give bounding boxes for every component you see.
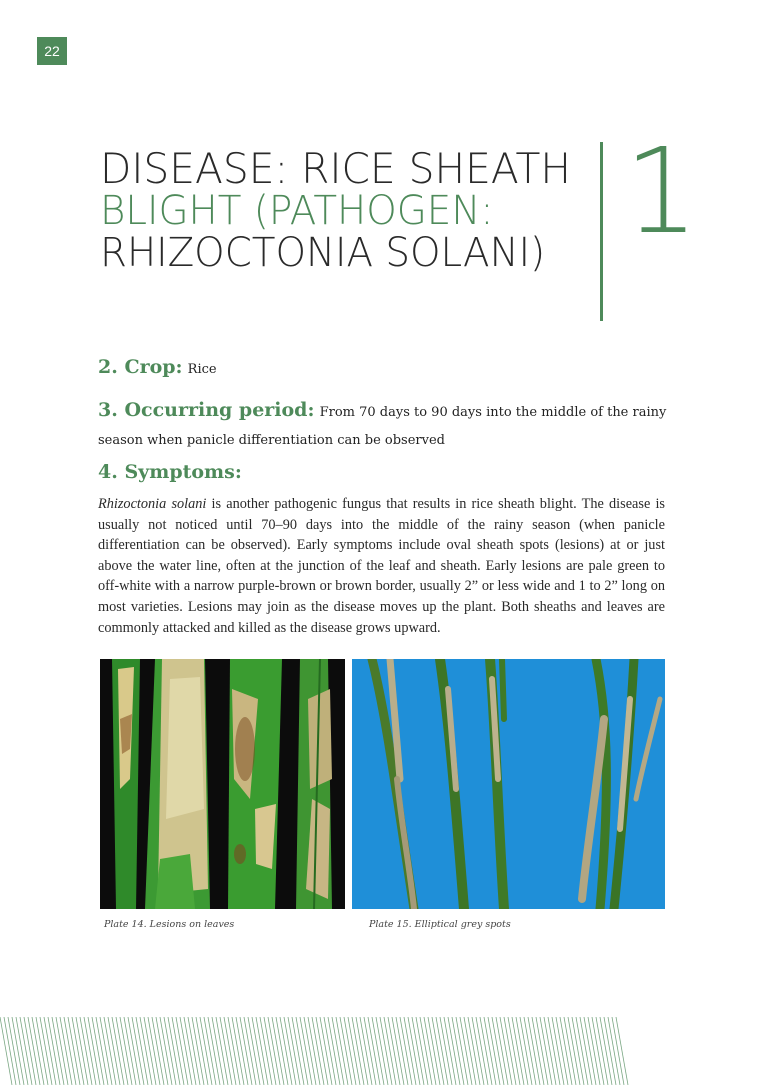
title-line-2: BLIGHT (PATHOGEN:	[100, 188, 494, 234]
plate-14-photo	[100, 659, 345, 909]
plate-15-photo	[352, 659, 665, 909]
crop-value: Rice	[187, 362, 217, 377]
title-line-1: DISEASE: RICE SHEATH	[100, 144, 572, 193]
period-section	[98, 397, 668, 454]
crop-section	[98, 356, 668, 378]
elliptical-grey-spots-image	[352, 659, 665, 909]
crop-heading: 2. Crop:	[98, 356, 183, 378]
species-name: Rhizoctonia solani	[98, 496, 207, 512]
plate-15-caption: Plate 15. Elliptical grey spots	[369, 919, 511, 930]
period-value: From 70 days to 90 days into the middle of the rainy season when panicle differentiation can be observed	[98, 405, 667, 448]
plate-14-caption: Plate 14. Lesions on leaves	[104, 919, 235, 930]
symptoms-body: is another pathogenic fungus that results in rice sheath blight. The disease is usually not noticed until 70–90 days into the middle of the rainy season (when panicle differentiation can be observed). Early symptoms include oval sheath spots (lesions) at or just above the water line, often at the junction of the leaf and sheath. Early lesions are pale green to off-white with a narrow purple-brown or brown border, usually 2” or less wide and 1 to 2” long on most varieties. Lesions may join as the disease moves up the plant. Both sheaths and leaves are commonly attacked and killed as the disease grows upward.	[98, 496, 665, 636]
chapter-number: 1	[624, 122, 700, 260]
symptoms-heading: 4. Symptoms:	[98, 461, 242, 483]
title-divider	[600, 142, 603, 321]
page-number: 22	[37, 37, 67, 65]
period-heading: 3. Occurring period:	[98, 399, 315, 421]
decorative-stripes	[0, 1017, 768, 1085]
title-line-3: RHIZOCTONIA SOLANI)	[100, 230, 546, 276]
chapter-title	[100, 144, 600, 276]
symptoms-paragraph	[98, 494, 665, 638]
lesions-on-leaves-image	[100, 659, 345, 909]
